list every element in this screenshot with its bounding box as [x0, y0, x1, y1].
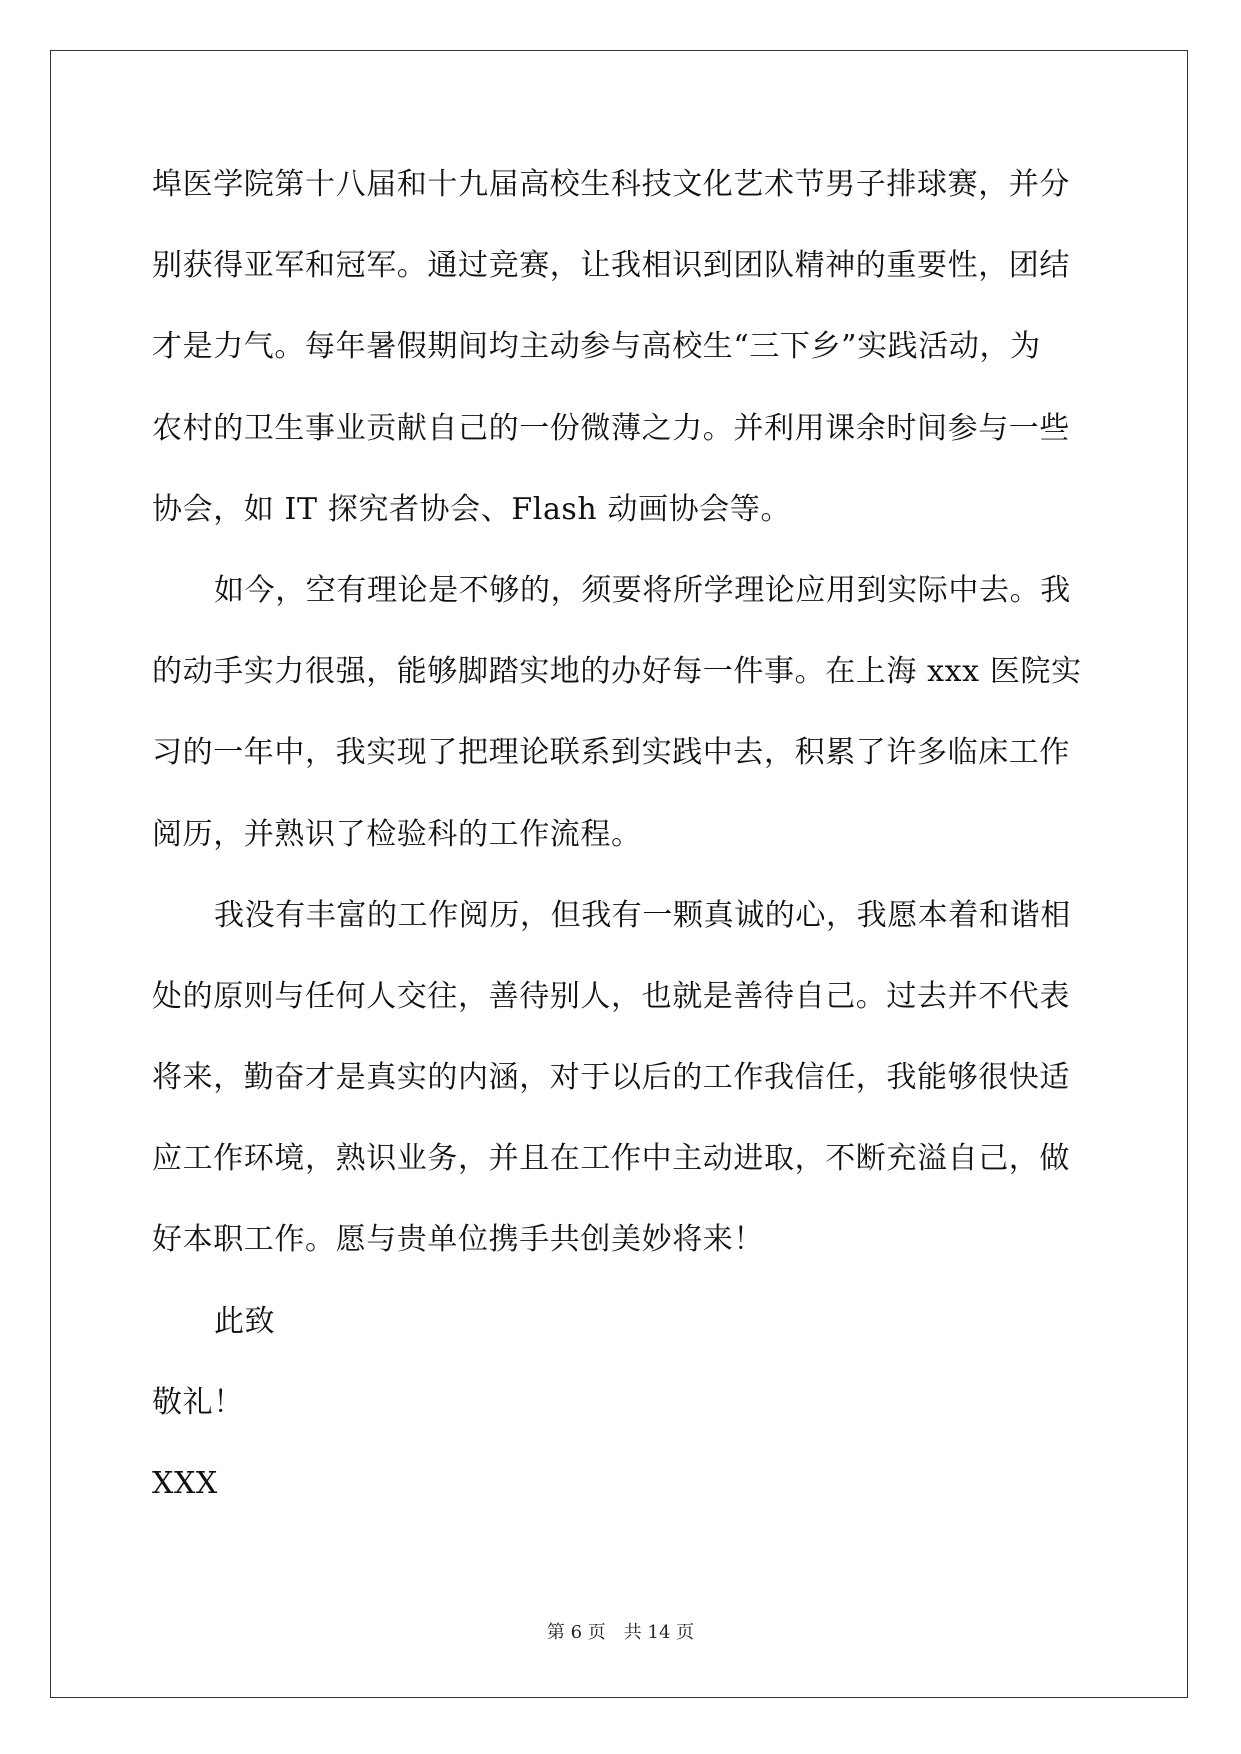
text-line: 习的一年中，我实现了把理论联系到实践中去，积累了许多临床工作 — [152, 735, 1070, 771]
text-line: 应工作环境，熟识业务，并且在工作中主动进取，不断充溢自己，做 — [152, 1141, 1070, 1177]
closing-salutation: 此致 — [214, 1303, 276, 1339]
text-line-indented: 我没有丰富的工作阅历，但我有一颗真诚的心，我愿本着和谐相 — [214, 897, 1071, 933]
document-body — [152, 162, 1086, 1542]
text-line: 别获得亚军和冠军。通过竞赛，让我相识到团队精神的重要性，团结 — [152, 248, 1070, 284]
text-line: 农村的卫生事业贡献自己的一份微薄之力。并利用课余时间参与一些 — [152, 410, 1070, 446]
text-line-indented: 如今，空有理论是不够的，须要将所学理论应用到实际中去。我 — [214, 572, 1071, 608]
text-line: 才是力气。每年暑假期间均主动参与高校生“三下乡”实践活动，为 — [152, 329, 1041, 365]
page-number-footer: 第 6 页 共 14 页 — [546, 1622, 695, 1643]
text-line: 处的原则与任何人交往，善待别人，也就是善待自己。过去并不代表 — [152, 978, 1070, 1014]
text-line: 阅历，并熟识了检验科的工作流程。 — [152, 816, 642, 852]
text-line: 协会，如 IT 探究者协会、Flash 动画协会等。 — [152, 491, 792, 527]
text-line: 将来，勤奋才是真实的内涵，对于以后的工作我信任，我能够很快适 — [152, 1060, 1070, 1096]
text-line: 的动手实力很强，能够脚踏实地的办好每一件事。在上海 xxx 医院实 — [152, 654, 1082, 690]
closing-regards: 敬礼！ — [152, 1384, 244, 1420]
text-line: 好本职工作。愿与贵单位携手共创美妙将来！ — [152, 1222, 764, 1258]
signature-name: XXX — [152, 1466, 218, 1501]
text-line: 埠医学院第十八届和十九届高校生科技文化艺术节男子排球赛，并分 — [152, 167, 1070, 202]
